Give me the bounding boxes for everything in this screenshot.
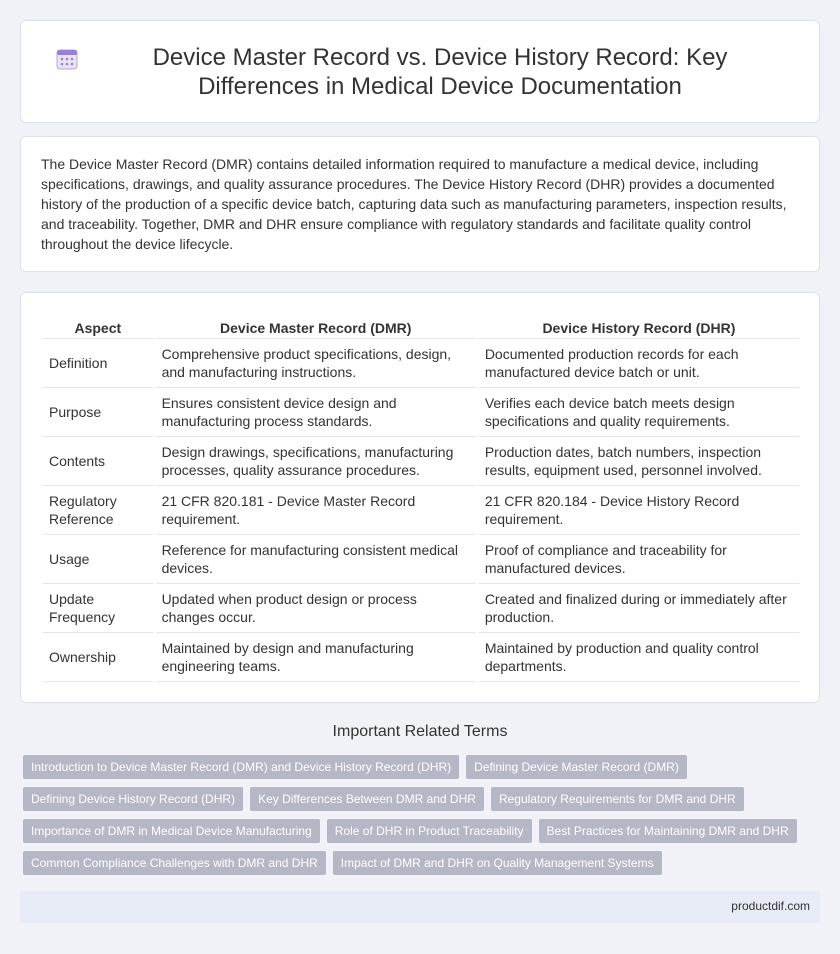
row-aspect: Usage xyxy=(43,535,153,584)
table-row xyxy=(43,584,799,633)
table-row xyxy=(43,388,799,437)
row-dmr: 21 CFR 820.181 - Device Master Record requirement. xyxy=(156,486,476,535)
table-row xyxy=(43,535,799,584)
related-term-link[interactable]: Defining Device History Record (DHR) xyxy=(23,787,243,811)
row-dmr: Maintained by design and manufacturing engineering teams. xyxy=(156,633,476,682)
header-dmr: Device Master Record (DMR) xyxy=(156,315,476,339)
table-row xyxy=(43,633,799,682)
row-aspect: Purpose xyxy=(43,388,153,437)
related-term-link[interactable]: Role of DHR in Product Traceability xyxy=(327,819,532,843)
row-aspect: Regulatory Reference xyxy=(43,486,153,535)
footer xyxy=(20,891,820,923)
header-aspect: Aspect xyxy=(43,315,153,339)
related-term-link[interactable]: Best Practices for Maintaining DMR and DHR xyxy=(539,819,797,843)
related-term-link[interactable]: Common Compliance Challenges with DMR and DHR xyxy=(23,851,326,875)
row-dhr: Verifies each device batch meets design specifications and quality requirements. xyxy=(479,388,799,437)
comparison-table xyxy=(43,315,799,682)
row-dmr: Comprehensive product specifications, design, and manufacturing instructions. xyxy=(156,339,476,388)
related-terms-heading: Important Related Terms xyxy=(332,723,508,740)
table-row xyxy=(43,339,799,388)
comparison-card xyxy=(20,292,820,703)
row-aspect: Ownership xyxy=(43,633,153,682)
row-aspect: Update Frequency xyxy=(43,584,153,633)
title-card xyxy=(20,20,820,123)
row-aspect: Definition xyxy=(43,339,153,388)
intro-card xyxy=(20,136,820,272)
related-term-link[interactable]: Impact of DMR and DHR on Quality Management Systems xyxy=(333,851,662,875)
page-title: Device Master Record vs. Device History Record: Key Differences in Medical Device Documentation xyxy=(152,43,728,100)
related-term-link[interactable]: Importance of DMR in Medical Device Manufacturing xyxy=(23,819,320,843)
row-dhr: Maintained by production and quality control departments. xyxy=(479,633,799,682)
related-term-link[interactable]: Key Differences Between DMR and DHR xyxy=(250,787,484,811)
table-row xyxy=(43,437,799,486)
related-term-link[interactable]: Introduction to Device Master Record (DMR) and Device History Record (DHR) xyxy=(23,755,459,779)
row-dmr: Reference for manufacturing consistent medical devices. xyxy=(156,535,476,584)
header-dhr: Device History Record (DHR) xyxy=(479,315,799,339)
row-dhr: Documented production records for each manufactured device batch or unit. xyxy=(479,339,799,388)
table-row xyxy=(43,486,799,535)
row-dmr: Updated when product design or process changes occur. xyxy=(156,584,476,633)
row-dmr: Ensures consistent device design and manufacturing process standards. xyxy=(156,388,476,437)
row-dhr: Created and finalized during or immediately after production. xyxy=(479,584,799,633)
intro-paragraph: The Device Master Record (DMR) contains detailed information required to manufacture a medical device, including specifications, drawings, and quality assurance procedures. The Device History Record (DHR) provides a documented history of the production of a specific device batch, capturing data such as manufacturing parameters, inspection results, and traceability. Together, DMR and DHR ensure compliance with regulatory standards and facilitate quality control throughout the device lifecycle. xyxy=(41,156,787,252)
row-dhr: Proof of compliance and traceability for manufactured devices. xyxy=(479,535,799,584)
row-dhr: Production dates, batch numbers, inspection results, equipment used, personnel involved. xyxy=(479,437,799,486)
related-term-link[interactable]: Regulatory Requirements for DMR and DHR xyxy=(491,787,744,811)
related-terms-list xyxy=(23,755,823,883)
related-term-link[interactable]: Defining Device Master Record (DMR) xyxy=(466,755,687,779)
row-dhr: 21 CFR 820.184 - Device History Record requirement. xyxy=(479,486,799,535)
table-header-row xyxy=(43,315,799,339)
footer-site[interactable]: productdif.com xyxy=(731,899,810,913)
row-dmr: Design drawings, specifications, manufacturing processes, quality assurance procedures. xyxy=(156,437,476,486)
row-aspect: Contents xyxy=(43,437,153,486)
